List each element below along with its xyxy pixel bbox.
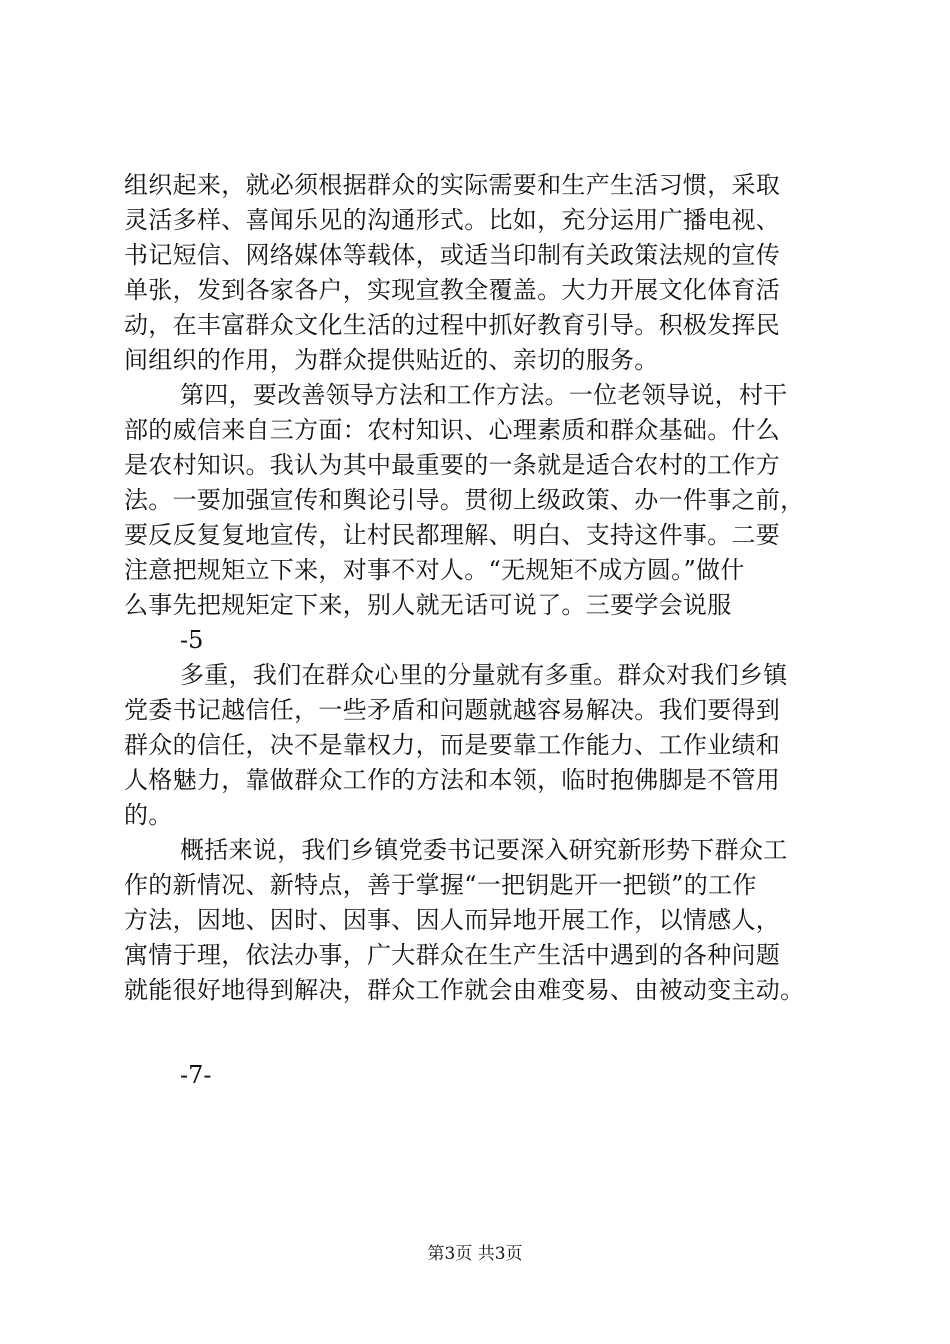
text-line: 人格魅力，靠做群众工作的方法和本领，临时抱佛脚是不管用 (124, 766, 781, 794)
text-line: 群众的信任，决不是靠权力，而是要靠工作能力、工作业绩和 (124, 731, 781, 759)
text-line: 注意把规矩立下来，对事不对人。“无规矩不成方圆。”做什 (124, 556, 745, 584)
text-line: 单张，发到各家各户，实现宣教全覆盖。大力开展文化体育活 (124, 276, 781, 304)
text-line: 寓情于理，依法办事，广大群众在生产生活中遇到的各种问题 (124, 941, 781, 969)
text-line: 作的新情况、新特点，善于掌握“一把钥匙开一把锁”的工作 (124, 871, 757, 899)
text-line: 的。 (124, 801, 173, 829)
document-body (124, 168, 836, 1093)
text-line: 方法，因地、因时、因事、因人而异地开展工作，以情感人， (124, 906, 781, 934)
paragraph-continued (124, 168, 836, 378)
text-line: 概括来说，我们乡镇党委书记要深入研究新形势下群众工 (180, 836, 788, 864)
page-footer: 第3页 共3页 (427, 1244, 523, 1264)
text-line: 么事先把规矩定下来，别人就无话可说了。三要学会说服 (124, 591, 732, 619)
text-line: 间组织的作用，为群众提供贴近的、亲切的服务。 (124, 346, 659, 374)
text-line: 动，在丰富群众文化生活的过程中抓好教育引导。积极发挥民 (124, 311, 781, 339)
spacer (124, 1008, 836, 1058)
text-line: 党委书记越信任，一些矛盾和问题就越容易解决。我们要得到 (124, 696, 781, 724)
page-marker: -5 (180, 626, 204, 654)
text-line: 是农村知识。我认为其中最重要的一条就是适合农村的工作方 (124, 451, 781, 479)
text-line: 法。一要加强宣传和舆论引导。贯彻上级政策、办一件事之前， (124, 486, 805, 514)
text-line: 多重，我们在群众心里的分量就有多重。群众对我们乡镇 (180, 661, 788, 689)
text-line: 就能很好地得到解决，群众工作就会由难变易、由被动变主动。 (124, 976, 805, 1004)
text-line: 书记短信、网络媒体等载体，或适当印制有关政策法规的宣传 (124, 241, 781, 269)
text-line: 要反反复复地宣传，让村民都理解、明白、支持这件事。二要 (124, 521, 781, 549)
text-line: 灵活多样、喜闻乐见的沟通形式。比如，充分运用广播电视、 (124, 206, 781, 234)
text-line: 部的威信来自三方面：农村知识、心理素质和群众基础。什么 (124, 416, 781, 444)
paragraph-trust (124, 658, 836, 833)
paragraph-summary (124, 833, 836, 1008)
text-line: 第四，要改善领导方法和工作方法。一位老领导说，村干 (180, 381, 788, 409)
text-line: 组织起来，就必须根据群众的实际需要和生产生活习惯，采取 (124, 171, 781, 199)
page-marker-end: -7- (180, 1061, 212, 1089)
paragraph-fourth-point (124, 378, 836, 623)
